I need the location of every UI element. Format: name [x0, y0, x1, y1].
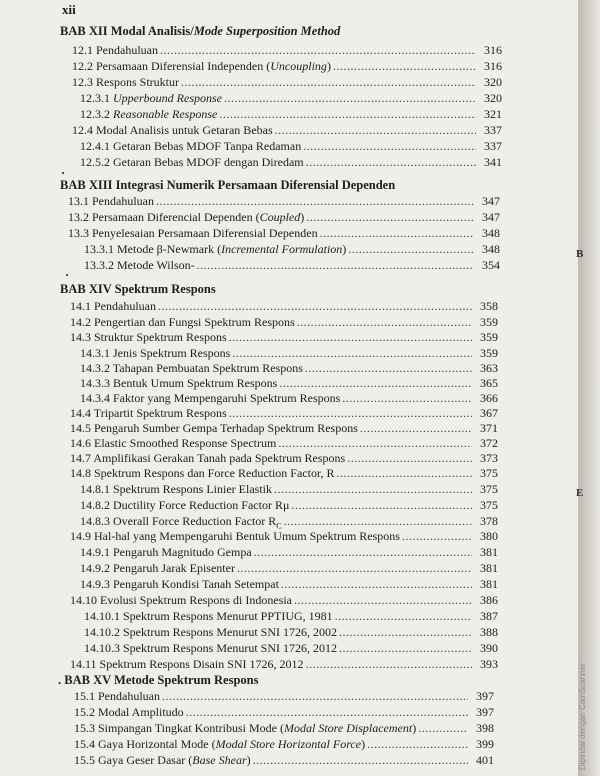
toc-entry: 15.5 Gaya Geser Dasar (Base Shear) ..... 401 [74, 752, 494, 768]
toc-entry: 14.1 Pendahuluan ..... 358 [70, 298, 498, 314]
chapter-heading-xii [60, 24, 340, 39]
toc-entry: 14.7 Amplifikasi Gerakan Tanah pada Spektrum Respons ..... 373 [70, 450, 498, 466]
toc-entry: 14.11 Spektrum Respons Disain SNI 1726, 2012 ..... 393 [70, 656, 498, 672]
toc-entry: 12.4 Modal Analisis untuk Getaran Bebas ..... 337 [72, 122, 502, 138]
toc-entry: 15.2 Modal Amplitudo ..... 397 [74, 704, 494, 720]
chapter-heading-xv: . BAB XV Metode Spektrum Respons [58, 673, 259, 687]
chapter-heading-xiv: BAB XIV Spektrum Respons [60, 282, 216, 296]
toc-entry: 13.1 Pendahuluan ..... 347 [68, 193, 500, 209]
chapter-heading-xiii: BAB XIII Integrasi Numerik Persamaan Diferensial Dependen [60, 178, 396, 192]
toc-entry: 12.5.2 Getaran Bebas MDOF dengan Diredam ..... 341 [80, 154, 502, 170]
toc-entry: 14.8.2 Ductility Force Reduction Factor Rμ ..... 375 [80, 497, 498, 513]
stray-dot [62, 172, 64, 174]
toc-entry: 14.9.1 Pengaruh Magnitudo Gempa ..... 381 [80, 544, 498, 560]
toc-entry: 12.3.1 Upperbound Response ..... 320 [80, 90, 502, 106]
toc-entry: 12.3.2 Reasonable Response ..... 321 [80, 106, 502, 122]
toc-entry: 14.9.3 Pengaruh Kondisi Tanah Setempat ..... 381 [80, 576, 498, 592]
toc-entry: 14.8 Spektrum Respons dan Force Reduction Factor, R ..... 375 [70, 465, 498, 481]
toc-entry: 14.3 Struktur Spektrum Respons ..... 359 [70, 329, 498, 345]
page-number: xii [62, 2, 76, 17]
chapter-title: BAB XII Modal Analisis/ [60, 24, 194, 38]
toc-entry: 14.3.4 Faktor yang Mempengaruhi Spektrum Respons ..... 366 [80, 390, 498, 406]
toc-entry: 14.9 Hal-hal yang Mempengaruhi Bentuk Umum Spektrum Respons ..... 380 [70, 528, 498, 544]
toc-entry: 14.3.3 Bentuk Umum Spektrum Respons ..... 365 [80, 375, 498, 391]
side-letter: E [576, 487, 584, 499]
toc-entry: 13.2 Persamaan Diferencial Dependen (Coupled) ..... 347 [68, 209, 500, 225]
toc-entry: 14.3.1 Jenis Spektrum Respons ..... 359 [80, 345, 498, 361]
toc-entry: 14.8.3 Overall Force Reduction Factor $R_C$ ..... 378 [80, 513, 498, 529]
toc-entry: 12.3 Respons Struktur ..... 320 [72, 74, 502, 90]
toc-entry: 12.2 Persamaan Diferensial Independen (Uncoupling) ..... 316 [72, 58, 502, 74]
toc-entry: 14.8.1 Spektrum Respons Linier Elastik ..... 375 [80, 481, 498, 497]
side-letter: B [576, 248, 584, 260]
toc-entry: 13.3.2 Metode Wilson- ..... 354 [84, 257, 500, 273]
toc-entry: 14.6 Elastic Smoothed Response Spectrum ..... 372 [70, 435, 498, 451]
toc-entry: 13.3 Penyelesaian Persamaan Diferensial Dependen ..... 348 [68, 225, 500, 241]
toc-entry: 14.10.3 Spektrum Respons Menurut SNI 1726, 2012 ..... 390 [84, 640, 498, 656]
toc-entry: 14.2 Pengertian dan Fungsi Spektrum Respons ..... 359 [70, 314, 498, 330]
toc-entry: 14.3.2 Tahapan Pembuatan Spektrum Respons ..... 363 [80, 360, 498, 376]
scanner-watermark: Dipindai dengan CamScanner [578, 663, 587, 770]
toc-entry: 12.1 Pendahuluan ..... 316 [72, 42, 502, 58]
chapter-title-italic: Mode Superposition Method [193, 24, 341, 38]
toc-entry: 15.1 Pendahuluan ..... 397 [74, 688, 494, 704]
toc-entry: 12.4.1 Getaran Bebas MDOF Tanpa Redaman ..... 337 [80, 138, 502, 154]
toc-entry: 14.10.1 Spektrum Respons Menurut PPTIUG, 1981 ..... 387 [84, 608, 498, 624]
toc-entry: 14.9.2 Pengaruh Jarak Episenter ..... 381 [80, 560, 498, 576]
toc-entry: 13.3.1 Metode β-Newmark (Incremental Formulation) ..... 348 [84, 241, 500, 257]
toc-entry: 15.3 Simpangan Tingkat Kontribusi Mode (Modal Store Displacement) ..... 398 [74, 720, 494, 736]
toc-entry: 14.5 Pengaruh Sumber Gempa Terhadap Spektrum Respons ..... 371 [70, 420, 498, 436]
stray-dot [66, 274, 68, 276]
toc-entry: 15.4 Gaya Horizontal Mode (Modal Store Horizontal Force) ..... 399 [74, 736, 494, 752]
toc-entry: 14.10.2 Spektrum Respons Menurut SNI 1726, 2002 ..... 388 [84, 624, 498, 640]
toc-entry: 14.4 Tripartit Spektrum Respons ..... 367 [70, 405, 498, 421]
toc-entry: 14.10 Evolusi Spektrum Respons di Indonesia ..... 386 [70, 592, 498, 608]
